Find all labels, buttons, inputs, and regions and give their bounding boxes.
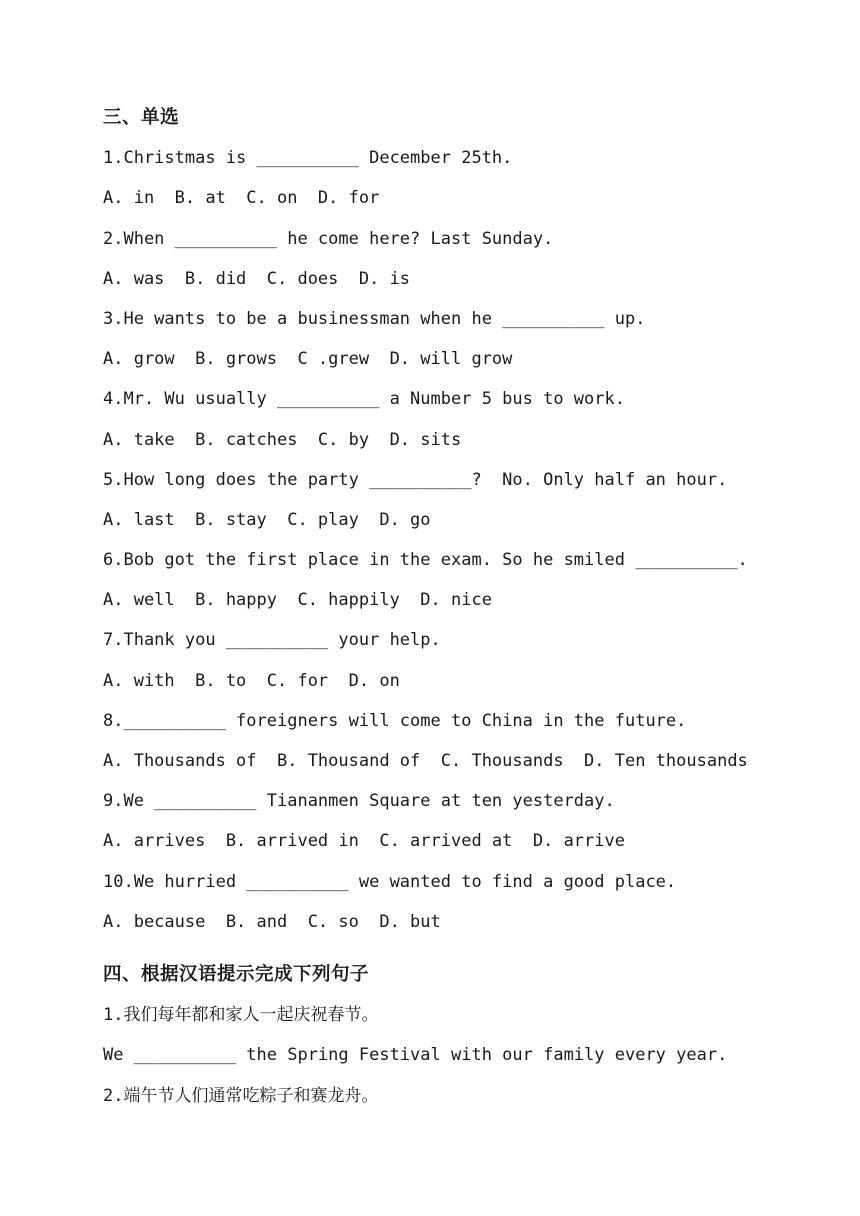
- question-1-options: A. in B. at C. on D. for: [103, 188, 380, 209]
- section-4-heading: 四、根据汉语提示完成下列句子: [103, 963, 370, 985]
- question-2: 2.When __________ he come here? Last Sunday.: [103, 228, 554, 249]
- question-1: 1.Christmas is __________ December 25th.: [103, 148, 513, 169]
- section-3-heading: 三、单选: [103, 107, 180, 128]
- question-3: 3.He wants to be a businessman when he __________ up.: [103, 308, 646, 329]
- question-10-options: A. because B. and C. so D. but: [103, 911, 441, 932]
- worksheet-page: [103, 98, 820, 1116]
- question-5-options: A. last B. stay C. play D. go: [103, 509, 431, 530]
- question-5: 5.How long does the party __________? No. Only half an hour.: [103, 469, 728, 490]
- translation-2-prompt: 2.端午节人们通常吃粽子和赛龙舟。: [103, 1085, 379, 1106]
- question-8-options: A. Thousands of B. Thousand of C. Thousands D. Ten thousands: [103, 751, 748, 771]
- question-8: 8.__________ foreigners will come to China in the future.: [103, 710, 687, 731]
- question-7-options: A. with B. to C. for D. on: [103, 670, 400, 691]
- question-10: 10.We hurried __________ we wanted to find a good place.: [103, 871, 677, 892]
- section-gap: [103, 942, 820, 955]
- question-9-options: A. arrives B. arrived in C. arrived at D. arrive: [103, 831, 625, 852]
- question-6: 6.Bob got the first place in the exam. So he smiled __________.: [103, 550, 748, 571]
- question-6-options: A. well B. happy C. happily D. nice: [103, 590, 492, 611]
- question-9: 9.We __________ Tiananmen Square at ten yesterday.: [103, 791, 615, 812]
- question-4-options: A. take B. catches C. by D. sits: [103, 429, 462, 450]
- translation-1-sentence: We __________ the Spring Festival with our family every year.: [103, 1045, 728, 1066]
- question-7: 7.Thank you __________ your help.: [103, 630, 441, 651]
- question-4: 4.Mr. Wu usually __________ a Number 5 bus to work.: [103, 389, 625, 410]
- translation-1-prompt: 1.我们每年都和家人一起庆祝春节。: [103, 1005, 379, 1026]
- question-3-options: A. grow B. grows C .grew D. will grow: [103, 349, 513, 370]
- question-2-options: A. was B. did C. does D. is: [103, 268, 411, 289]
